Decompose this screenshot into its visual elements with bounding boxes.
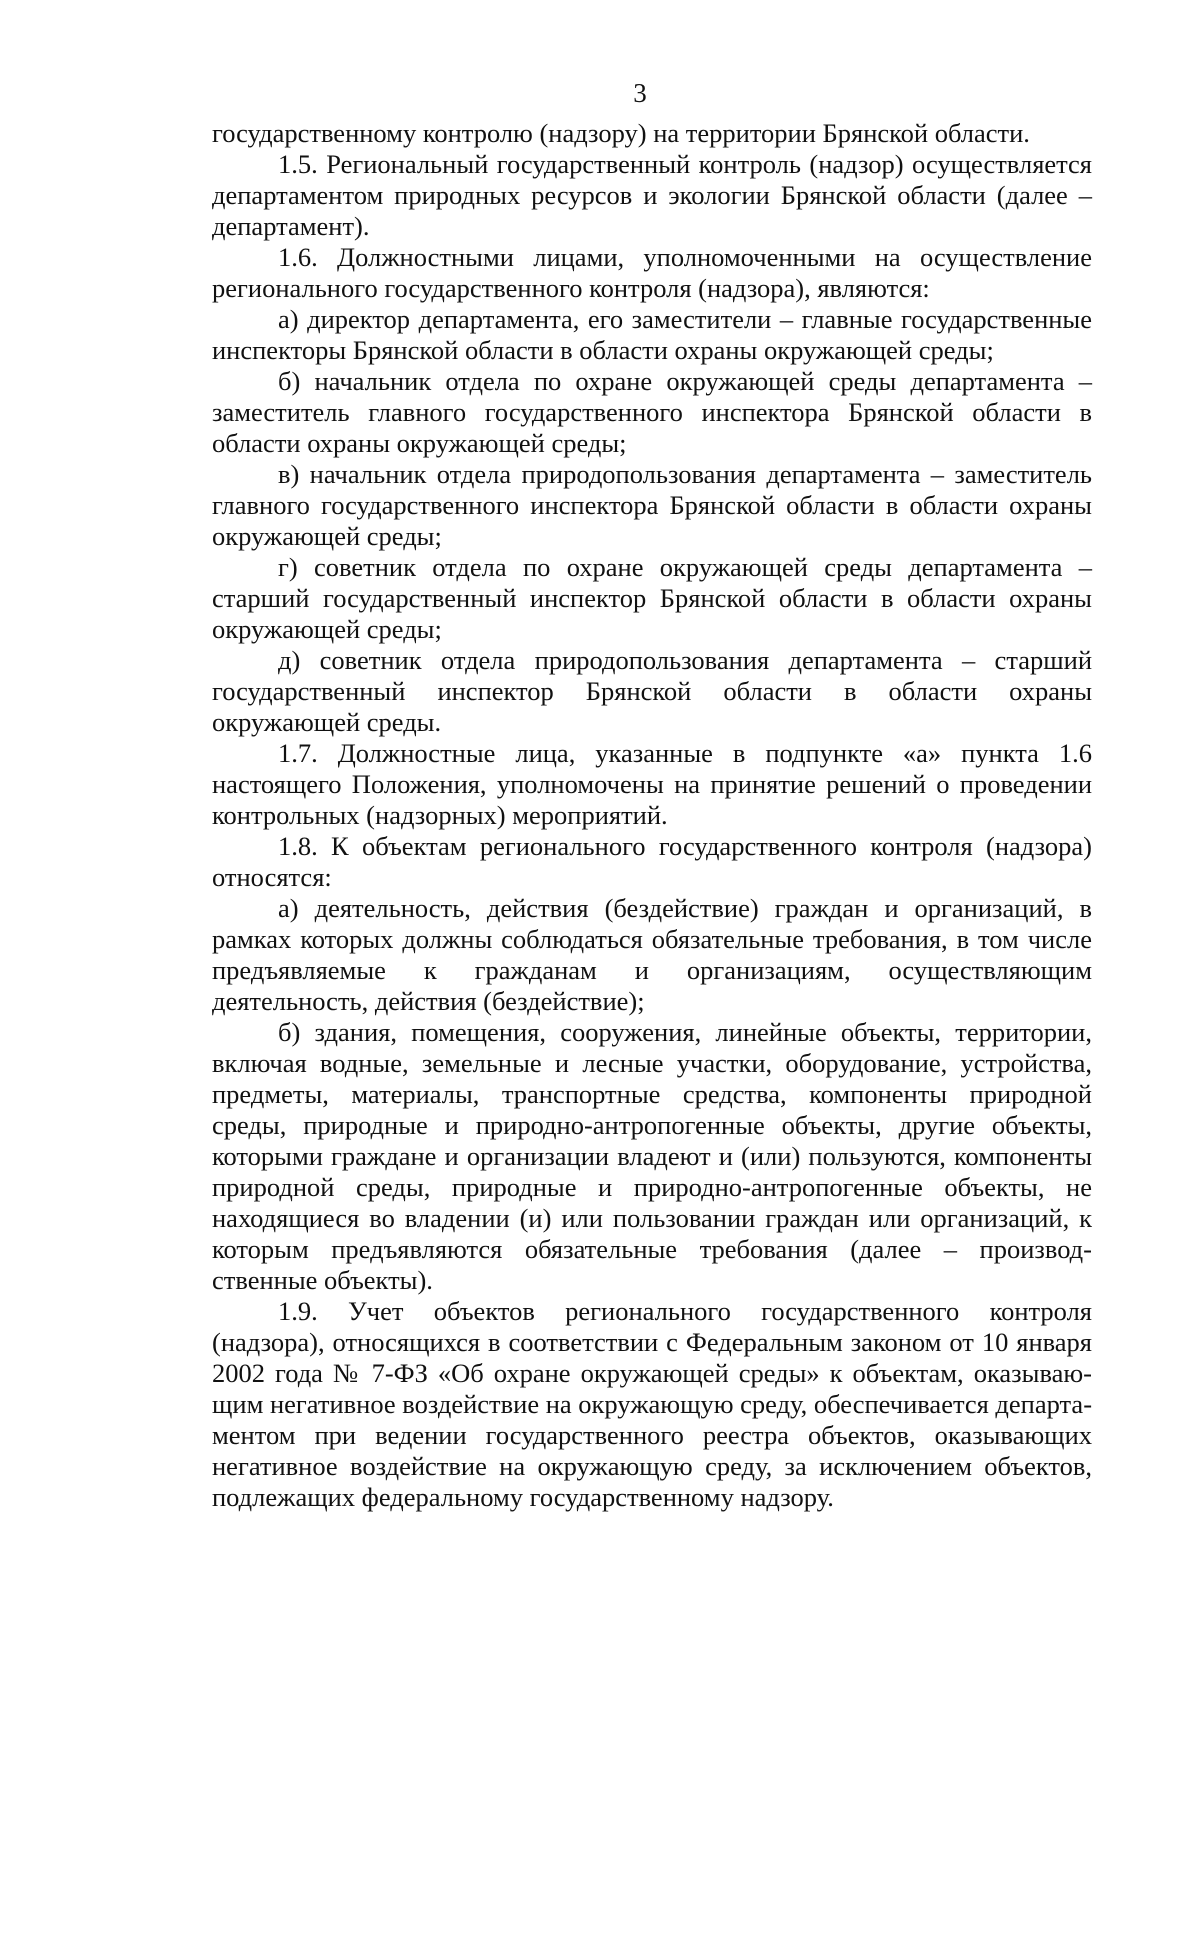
paragraph-1-9: 1.9. Учет объектов регионального государственного контроля (надзора), относящихся в соответствии с Федеральным законом от 10 января 2002 года № 7-ФЗ «Об охране окружающей среды» к объектам, оказываю-щим негативное воздействие на окружающую среду, обеспечивается департа-ментом при ведении государственного реестра объектов, оказывающих негативное воздействие на окружающую среду, за исключением объектов, подлежащих федеральному государственному надзору. <box>212 1296 1093 1512</box>
subitem-1-8-a: а) деятельность, действия (бездействие) граждан и организаций, в рамках которых должны соблюдаться обязательные требования, в том числе предъявляемые к гражданам и организациям, осуществляющим деятельность, действия (бездействие); <box>212 893 1092 1016</box>
paragraph-1-7: 1.7. Должностные лица, указанные в подпункте «а» пункта 1.6 настоящего Положения, уполномочены на принятие решений о проведении контрольных (надзорных) мероприятий. <box>212 738 1092 830</box>
paragraph-1-6: 1.6. Должностными лицами, уполномоченными на осуществление регионального государственного контроля (надзора), являются: <box>212 242 1092 303</box>
subitem-1-6-d: д) советник отдела природопользования департамента – старший государственный инспектор Брянской области в области охраны окружающей среды. <box>212 645 1092 737</box>
subitem-1-6-g: г) советник отдела по охране окружающей среды департамента – старший государственный инспектор Брянской области в области охраны окружающей среды; <box>212 552 1092 644</box>
paragraph-1-8: 1.8. К объектам регионального государственного контроля (надзора) относятся: <box>212 831 1092 892</box>
subitem-1-6-v: в) начальник отдела природопользования департамента – заместитель главного государственного инспектора Брянской области в области охраны окружающей среды; <box>212 459 1092 551</box>
subitem-1-6-a: а) директор департамента, его заместители – главные государственные инспекторы Брянской области в области охраны окружающей среды; <box>212 304 1092 365</box>
subitem-1-6-b: б) начальник отдела по охране окружающей среды департамента – заместитель главного государственного инспектора Брянской области в области охраны окружающей среды; <box>212 366 1092 458</box>
paragraph-1-5: 1.5. Региональный государственный контроль (надзор) осуществляется департаментом природных ресурсов и экологии Брянской области (далее – департамент). <box>212 149 1092 241</box>
subitem-1-8-b: б) здания, помещения, сооружения, линейные объекты, территории, включая водные, земельные и лесные участки, оборудование, устройства, предметы, материалы, транспортные средства, компоненты природной среды, природные и природно-антропогенные объекты, другие объекты, которыми граждане и организации владеют и (или) пользуются, компоненты природной среды, природные и природно-антропогенные объекты, не находящиеся во владении (и) или пользовании граждан или организаций, к которым предъявляются обязательные требования (далее – производ-ственные объекты). <box>212 1017 1092 1295</box>
document-body <box>212 118 1092 1513</box>
page-number: 3 <box>633 78 647 108</box>
paragraph-continuation: государственному контролю (надзору) на территории Брянской области. <box>212 118 1030 148</box>
